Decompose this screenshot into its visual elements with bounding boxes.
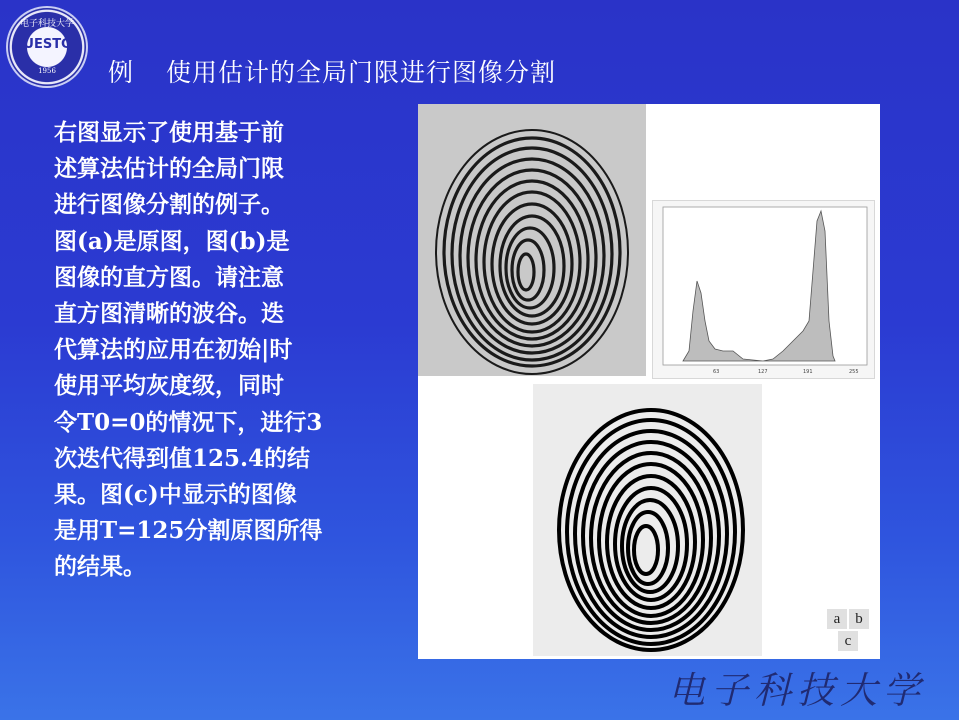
title-text: 使用估计的全局门限进行图像分割: [166, 58, 557, 87]
body-line: 进行图像分割的例子。: [54, 191, 284, 219]
logo-year: 1956: [38, 67, 56, 75]
university-logo: [6, 6, 88, 88]
body-line: 述算法估计的全局门限: [54, 155, 284, 183]
body-text: [54, 115, 399, 585]
figure: [418, 104, 880, 659]
title-label: 例: [108, 58, 135, 87]
body-line: 是用T=125分割原图所得: [54, 517, 323, 545]
label-b: b: [849, 609, 869, 629]
logo-ring-text: 电子科技大学: [19, 19, 74, 29]
histogram-svg: [653, 201, 874, 378]
body-line: 果。图(c)中显示的图像: [54, 480, 297, 508]
slide-title: [108, 53, 556, 89]
fingerprint-original-image: [418, 104, 646, 376]
histogram-image: [652, 200, 875, 379]
histogram-tick-label: 63: [713, 369, 720, 375]
fingerprint-original-svg: [418, 104, 646, 376]
body-line: 图像的直方图。请注意: [54, 263, 284, 291]
body-line: 直方图清晰的波谷。迭: [54, 299, 284, 327]
figure-panel-labels: [822, 609, 874, 653]
body-line: 次迭代得到值125.4的结: [54, 444, 311, 472]
histogram-tick-label: 255: [849, 369, 859, 375]
body-line: 令T0=0的情况下，进行3: [54, 408, 323, 436]
body-line: 使用平均灰度级，同时: [54, 372, 284, 400]
footer-university-name: 电子科技大学: [668, 669, 926, 712]
fingerprint-segmented-image: [533, 384, 762, 656]
body-line: 代算法的应用在初始|时: [54, 336, 293, 364]
logo-text: UESTC: [23, 37, 71, 52]
label-c: c: [838, 631, 858, 651]
histogram-tick-label: 127: [758, 369, 768, 375]
histogram-tick-label: 191: [803, 369, 813, 375]
body-line: 图(a)是原图，图(b)是: [54, 227, 290, 255]
label-a: a: [827, 609, 847, 629]
body-line: 右图显示了使用基于前: [54, 119, 284, 146]
body-line: 的结果。: [54, 553, 146, 581]
fingerprint-segmented-svg: [533, 384, 762, 656]
